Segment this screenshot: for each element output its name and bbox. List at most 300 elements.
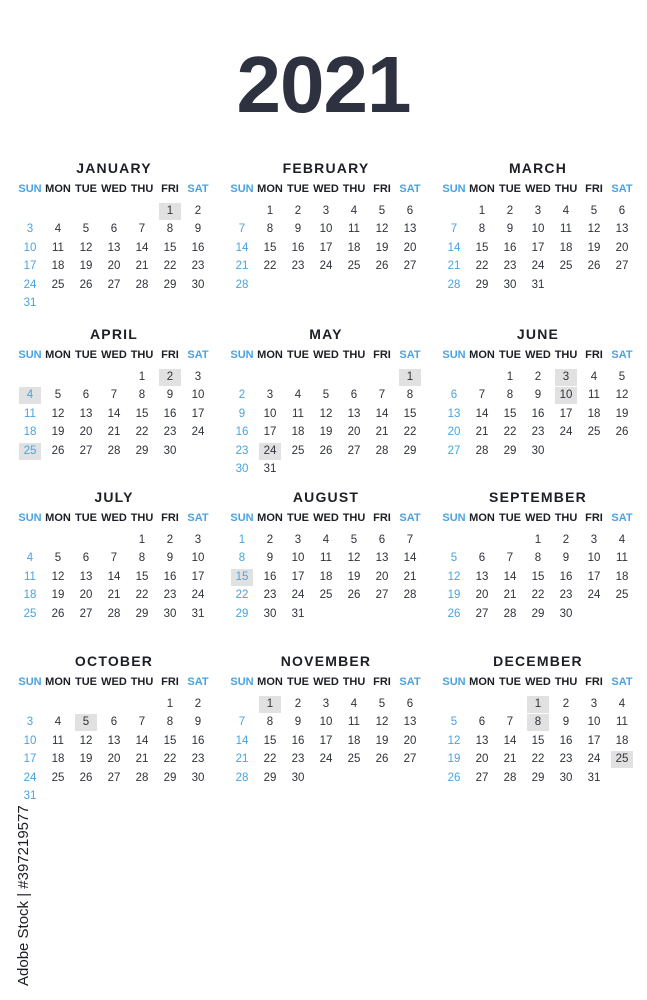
day-cell: 7 <box>138 716 146 729</box>
day-cell: 13 <box>107 734 121 747</box>
day-cell: 23 <box>503 260 517 273</box>
day-cell: 1 <box>506 371 514 383</box>
day-cell: 26 <box>615 426 629 439</box>
day-cell: 18 <box>347 241 361 254</box>
day-cell: 5 <box>450 552 458 565</box>
day-cell: 13 <box>347 407 361 420</box>
weekday-mon: MON <box>469 349 495 361</box>
day-cell: 27 <box>403 753 417 766</box>
day-cell: 16 <box>235 426 249 439</box>
day-cell: 17 <box>587 734 601 747</box>
day-cell: 30 <box>291 771 305 784</box>
day-cell: 1 <box>138 371 146 383</box>
day-cell: 31 <box>23 790 37 802</box>
day-cell: 1 <box>138 534 146 546</box>
month-december <box>440 653 636 803</box>
day-cell: 15 <box>231 569 253 586</box>
day-cell: 21 <box>475 426 489 439</box>
day-cell: 28 <box>503 771 517 784</box>
month-name: JANUARY <box>76 160 152 176</box>
day-cell: 28 <box>447 278 461 291</box>
day-cell: 7 <box>406 534 414 546</box>
day-cell: 23 <box>263 589 277 602</box>
day-cell: 18 <box>319 570 333 583</box>
weekday-sat: SAT <box>611 676 633 688</box>
day-cell: 18 <box>615 570 629 583</box>
weekday-wed: WED <box>525 183 551 195</box>
day-cell: 16 <box>191 241 205 254</box>
day-cell: 31 <box>531 278 545 291</box>
weekday-sat: SAT <box>611 183 633 195</box>
day-cell: 27 <box>475 607 489 620</box>
day-cell: 6 <box>110 716 118 729</box>
day-cell: 14 <box>235 241 249 254</box>
day-cell: 22 <box>263 260 277 273</box>
weekday-wed: WED <box>101 183 127 195</box>
day-cell: 27 <box>347 444 361 457</box>
weekday-thu: THU <box>342 183 366 195</box>
day-cell: 25 <box>347 753 361 766</box>
day-cell: 17 <box>23 260 37 273</box>
day-cell: 24 <box>291 589 305 602</box>
day-cell: 23 <box>235 444 249 457</box>
weekday-sun: SUN <box>18 349 42 361</box>
day-cell: 3 <box>266 389 274 402</box>
day-cell: 14 <box>503 570 517 583</box>
day-cell: 15 <box>403 407 417 420</box>
day-cell: 22 <box>503 426 517 439</box>
day-cell: 3 <box>590 534 598 546</box>
weekday-tue: TUE <box>499 349 521 361</box>
day-cell: 28 <box>107 607 121 620</box>
day-cell: 11 <box>348 223 360 236</box>
day-cell: 1 <box>238 534 246 546</box>
day-cell: 6 <box>618 205 626 217</box>
day-cell: 25 <box>559 260 573 273</box>
day-cell: 25 <box>347 260 361 273</box>
day-cell: 18 <box>23 589 37 602</box>
day-cell: 27 <box>615 260 629 273</box>
day-cell: 18 <box>51 753 65 766</box>
weekday-sat: SAT <box>399 676 421 688</box>
day-cell: 13 <box>403 223 417 236</box>
day-cell: 23 <box>291 260 305 273</box>
day-cell: 6 <box>110 223 118 236</box>
day-cell: 2 <box>506 205 514 217</box>
day-cell: 4 <box>590 371 598 383</box>
day-cell: 28 <box>135 771 149 784</box>
weekday-fri: FRI <box>161 676 179 688</box>
day-cell: 7 <box>238 716 246 729</box>
day-cell: 19 <box>347 570 361 583</box>
day-cell: 6 <box>478 552 486 565</box>
day-cell: 10 <box>23 734 37 747</box>
day-cell: 2 <box>166 534 174 546</box>
day-cell: 1 <box>534 534 542 546</box>
month-name: OCTOBER <box>74 653 154 669</box>
day-cell: 20 <box>79 426 93 439</box>
weekday-fri: FRI <box>585 183 603 195</box>
day-cell: 11 <box>560 223 572 236</box>
day-cell: 21 <box>375 426 389 439</box>
day-cell: 21 <box>107 426 121 439</box>
day-cell: 22 <box>163 753 177 766</box>
day-cell: 13 <box>107 241 121 254</box>
day-cell: 4 <box>618 698 626 710</box>
day-cell: 7 <box>378 389 386 402</box>
weekday-mon: MON <box>45 183 71 195</box>
day-cell: 5 <box>82 223 90 236</box>
day-cell: 11 <box>24 570 36 583</box>
day-cell: 5 <box>378 205 386 217</box>
weekday-sat: SAT <box>399 512 421 524</box>
day-cell: 17 <box>191 570 205 583</box>
day-cell: 18 <box>23 426 37 439</box>
day-cell: 3 <box>294 534 302 546</box>
day-cell: 7 <box>506 716 514 729</box>
day-cell: 22 <box>531 753 545 766</box>
day-cell: 12 <box>375 716 389 729</box>
day-cell: 4 <box>618 534 626 546</box>
month-september <box>440 489 636 639</box>
day-cell: 29 <box>403 444 417 457</box>
day-cell: 26 <box>79 278 93 291</box>
day-cell: 6 <box>406 205 414 217</box>
day-cell: 27 <box>375 589 389 602</box>
day-cell: 23 <box>191 753 205 766</box>
day-cell: 23 <box>291 753 305 766</box>
day-cell: 27 <box>79 444 93 457</box>
day-cell: 25 <box>587 426 601 439</box>
day-cell: 21 <box>135 260 149 273</box>
weekday-tue: TUE <box>499 676 521 688</box>
weekday-mon: MON <box>469 676 495 688</box>
day-cell: 14 <box>107 570 121 583</box>
day-cell: 30 <box>263 607 277 620</box>
day-cell: 22 <box>475 260 489 273</box>
day-cell: 8 <box>166 223 174 236</box>
day-cell: 2 <box>294 205 302 217</box>
day-cell: 9 <box>194 223 202 236</box>
weekday-tue: TUE <box>499 183 521 195</box>
day-cell: 17 <box>319 734 333 747</box>
day-cell: 28 <box>403 589 417 602</box>
month-name: APRIL <box>90 326 138 342</box>
day-cell: 8 <box>266 716 274 729</box>
day-cell: 16 <box>163 570 177 583</box>
month-june <box>440 326 636 476</box>
day-cell: 11 <box>52 241 64 254</box>
day-cell: 9 <box>266 552 274 565</box>
weekday-wed: WED <box>313 349 339 361</box>
weekday-fri: FRI <box>585 512 603 524</box>
month-name: MAY <box>309 326 343 342</box>
day-cell: 1 <box>166 698 174 710</box>
day-cell: 18 <box>291 426 305 439</box>
day-cell: 24 <box>191 426 205 439</box>
weekday-tue: TUE <box>287 676 309 688</box>
weekday-fri: FRI <box>161 349 179 361</box>
day-cell: 25 <box>319 589 333 602</box>
day-cell: 12 <box>79 734 93 747</box>
day-cell: 20 <box>375 570 389 583</box>
day-cell: 6 <box>82 389 90 402</box>
day-cell: 7 <box>110 389 118 402</box>
month-march <box>440 160 636 310</box>
day-cell: 29 <box>135 607 149 620</box>
day-cell: 14 <box>375 407 389 420</box>
month-name: DECEMBER <box>493 653 583 669</box>
weekday-thu: THU <box>130 183 154 195</box>
day-cell: 25 <box>51 278 65 291</box>
day-cell: 14 <box>235 734 249 747</box>
day-cell: 30 <box>235 463 249 475</box>
day-cell: 31 <box>263 463 277 475</box>
day-cell: 20 <box>107 753 121 766</box>
day-cell: 5 <box>350 534 358 546</box>
day-cell: 9 <box>166 389 174 402</box>
day-cell: 11 <box>292 407 304 420</box>
weekday-mon: MON <box>257 676 283 688</box>
day-cell: 9 <box>534 389 542 402</box>
day-cell: 27 <box>447 444 461 457</box>
weekday-sat: SAT <box>399 183 421 195</box>
weekday-mon: MON <box>469 183 495 195</box>
day-cell: 30 <box>163 607 177 620</box>
day-cell: 9 <box>562 552 570 565</box>
day-cell: 23 <box>191 260 205 273</box>
weekday-wed: WED <box>525 676 551 688</box>
day-cell: 9 <box>562 716 570 729</box>
weekday-fri: FRI <box>373 349 391 361</box>
day-cell: 2 <box>238 389 246 402</box>
day-cell: 10 <box>587 552 601 565</box>
weekday-fri: FRI <box>161 183 179 195</box>
day-cell: 9 <box>506 223 514 236</box>
day-cell: 15 <box>263 241 277 254</box>
day-cell: 2 <box>266 534 274 546</box>
day-cell: 11 <box>52 734 64 747</box>
weekday-mon: MON <box>45 512 71 524</box>
day-cell: 9 <box>166 552 174 565</box>
day-cell: 20 <box>447 426 461 439</box>
day-cell: 22 <box>163 260 177 273</box>
day-cell: 4 <box>26 552 34 565</box>
day-cell: 16 <box>559 570 573 583</box>
day-cell: 17 <box>531 241 545 254</box>
day-cell: 21 <box>235 260 249 273</box>
month-name: JUNE <box>516 326 560 342</box>
day-cell: 5 <box>75 714 97 731</box>
day-cell: 12 <box>447 734 461 747</box>
day-cell: 19 <box>51 589 65 602</box>
day-cell: 10 <box>555 387 577 404</box>
day-cell: 29 <box>263 771 277 784</box>
day-cell: 26 <box>375 753 389 766</box>
day-cell: 17 <box>191 407 205 420</box>
day-cell: 20 <box>403 734 417 747</box>
day-cell: 14 <box>135 241 149 254</box>
day-cell: 28 <box>235 771 249 784</box>
weekday-sun: SUN <box>442 512 466 524</box>
weekday-thu: THU <box>554 512 578 524</box>
day-cell: 26 <box>447 771 461 784</box>
day-cell: 21 <box>503 753 517 766</box>
year-title: 2021 <box>236 40 411 129</box>
day-cell: 1 <box>266 205 274 217</box>
day-cell: 29 <box>163 771 177 784</box>
day-cell: 27 <box>107 278 121 291</box>
day-cell: 13 <box>475 570 489 583</box>
day-cell: 23 <box>531 426 545 439</box>
day-cell: 8 <box>506 389 514 402</box>
watermark-text: Adobe Stock | #397219577 <box>15 805 32 986</box>
day-cell: 25 <box>291 444 305 457</box>
month-name: NOVEMBER <box>280 653 372 669</box>
day-cell: 3 <box>26 223 34 236</box>
day-cell: 5 <box>54 389 62 402</box>
day-cell: 13 <box>79 570 93 583</box>
day-cell: 4 <box>350 205 358 217</box>
day-cell: 28 <box>503 607 517 620</box>
day-cell: 8 <box>266 223 274 236</box>
weekday-sat: SAT <box>611 512 633 524</box>
day-cell: 5 <box>322 389 330 402</box>
weekday-thu: THU <box>554 676 578 688</box>
day-cell: 21 <box>447 260 461 273</box>
day-cell: 1 <box>159 203 181 220</box>
day-cell: 3 <box>194 371 202 383</box>
weekday-mon: MON <box>469 512 495 524</box>
day-cell: 24 <box>319 753 333 766</box>
day-cell: 16 <box>559 734 573 747</box>
day-cell: 13 <box>403 716 417 729</box>
weekday-sun: SUN <box>230 512 254 524</box>
month-july <box>16 489 212 639</box>
day-cell: 11 <box>616 716 628 729</box>
weekday-wed: WED <box>525 512 551 524</box>
day-cell: 15 <box>263 734 277 747</box>
day-cell: 11 <box>24 407 36 420</box>
day-cell: 13 <box>375 552 389 565</box>
day-cell: 8 <box>238 552 246 565</box>
day-cell: 10 <box>191 552 205 565</box>
weekday-sat: SAT <box>399 349 421 361</box>
day-cell: 22 <box>235 589 249 602</box>
day-cell: 29 <box>163 278 177 291</box>
weekday-tue: TUE <box>287 349 309 361</box>
day-cell: 21 <box>107 589 121 602</box>
day-cell: 11 <box>348 716 360 729</box>
day-cell: 14 <box>403 552 417 565</box>
weekday-sun: SUN <box>442 676 466 688</box>
day-cell: 12 <box>447 570 461 583</box>
day-cell: 4 <box>350 698 358 710</box>
day-cell: 12 <box>319 407 333 420</box>
day-cell: 10 <box>263 407 277 420</box>
day-cell: 28 <box>375 444 389 457</box>
day-cell: 7 <box>110 552 118 565</box>
weekday-mon: MON <box>257 512 283 524</box>
day-cell: 18 <box>615 734 629 747</box>
day-cell: 20 <box>475 589 489 602</box>
weekday-thu: THU <box>130 676 154 688</box>
day-cell: 15 <box>531 734 545 747</box>
day-cell: 17 <box>263 426 277 439</box>
day-cell: 21 <box>135 753 149 766</box>
day-cell: 29 <box>135 444 149 457</box>
day-cell: 25 <box>19 443 41 460</box>
weekday-tue: TUE <box>75 676 97 688</box>
day-cell: 14 <box>503 734 517 747</box>
day-cell: 4 <box>19 387 41 404</box>
day-cell: 7 <box>506 552 514 565</box>
day-cell: 16 <box>163 407 177 420</box>
day-cell: 31 <box>23 297 37 309</box>
day-cell: 19 <box>447 589 461 602</box>
weekday-thu: THU <box>554 183 578 195</box>
weekday-fri: FRI <box>585 349 603 361</box>
day-cell: 22 <box>403 426 417 439</box>
day-cell: 6 <box>478 716 486 729</box>
day-cell: 2 <box>294 698 302 710</box>
day-cell: 30 <box>191 278 205 291</box>
weekday-sun: SUN <box>18 183 42 195</box>
day-cell: 11 <box>588 389 600 402</box>
day-cell: 21 <box>503 589 517 602</box>
day-cell: 7 <box>238 223 246 236</box>
weekday-sun: SUN <box>230 183 254 195</box>
day-cell: 5 <box>378 698 386 710</box>
day-cell: 24 <box>587 589 601 602</box>
day-cell: 14 <box>135 734 149 747</box>
weekday-wed: WED <box>313 676 339 688</box>
day-cell: 9 <box>194 716 202 729</box>
day-cell: 7 <box>478 389 486 402</box>
weekday-sat: SAT <box>187 183 209 195</box>
day-cell: 4 <box>54 716 62 729</box>
day-cell: 29 <box>235 607 249 620</box>
day-cell: 4 <box>54 223 62 236</box>
day-cell: 31 <box>291 607 305 620</box>
day-cell: 12 <box>79 241 93 254</box>
day-cell: 24 <box>23 278 37 291</box>
day-cell: 20 <box>615 241 629 254</box>
day-cell: 22 <box>135 426 149 439</box>
day-cell: 6 <box>350 389 358 402</box>
weekday-thu: THU <box>130 512 154 524</box>
day-cell: 17 <box>559 407 573 420</box>
day-cell: 19 <box>587 241 601 254</box>
day-cell: 3 <box>26 716 34 729</box>
day-cell: 10 <box>531 223 545 236</box>
day-cell: 7 <box>138 223 146 236</box>
day-cell: 4 <box>562 205 570 217</box>
day-cell: 4 <box>322 534 330 546</box>
day-cell: 15 <box>531 570 545 583</box>
month-name: MARCH <box>508 160 568 176</box>
weekday-thu: THU <box>342 676 366 688</box>
weekday-wed: WED <box>101 349 127 361</box>
weekday-fri: FRI <box>161 512 179 524</box>
month-august <box>228 489 424 639</box>
month-february <box>228 160 424 310</box>
day-cell: 1 <box>527 696 549 713</box>
weekday-thu: THU <box>554 349 578 361</box>
day-cell: 11 <box>616 552 628 565</box>
day-cell: 19 <box>615 407 629 420</box>
weekday-mon: MON <box>257 349 283 361</box>
